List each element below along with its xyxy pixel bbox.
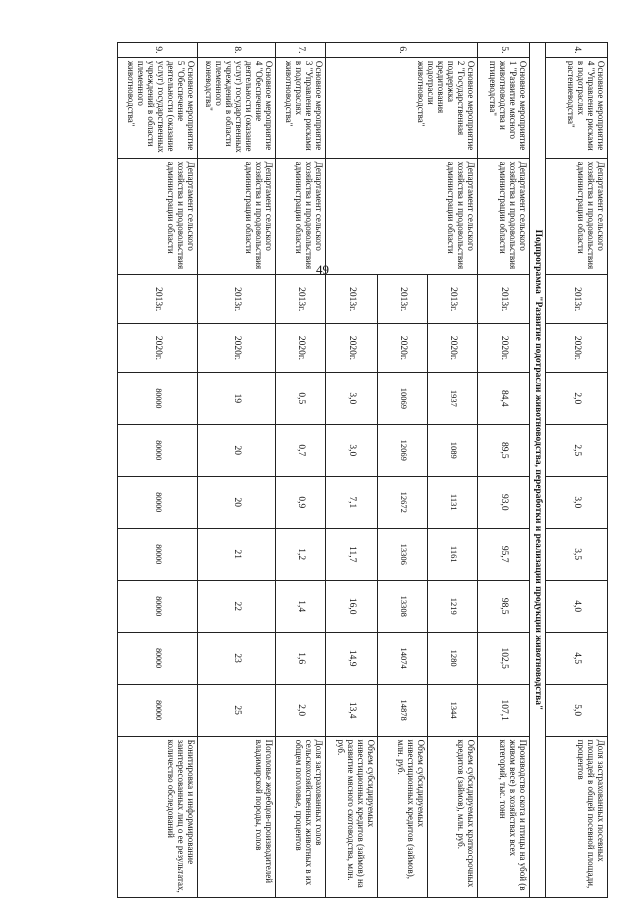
executor-cell: Департамент сельского хозяйства и продовольствия администрации области bbox=[478, 158, 530, 275]
value-cell: 14074 bbox=[378, 632, 428, 684]
indicator-cell: Доля застрахованных посевных площадей в общей посевной площади, процентов bbox=[546, 736, 608, 897]
value-cell: 21 bbox=[198, 528, 276, 580]
subprogram-title: Подпрограмма "Развитие подотрасли животноводства, переработки и реализации продукции животноводства" bbox=[530, 43, 546, 898]
value-cell: 107,1 bbox=[478, 684, 530, 736]
executor-cell: Департамент сельского хозяйства и продовольствия администрации области bbox=[118, 158, 198, 275]
table-row bbox=[118, 43, 198, 898]
value-cell: 1280 bbox=[428, 632, 478, 684]
measure-cell: Основное мероприятие 2 "Государственная поддержка кредитования подотрасли животноводства" bbox=[326, 57, 478, 158]
value-cell: 12672 bbox=[378, 476, 428, 528]
value-cell: 95,7 bbox=[478, 528, 530, 580]
value-cell: 0,9 bbox=[276, 476, 326, 528]
start-year: 2013г. bbox=[118, 275, 198, 324]
table-row bbox=[546, 43, 608, 898]
indicator-cell: Бонитировка и информирование заинтересованных лиц о ее результатах, количество обследований bbox=[118, 736, 198, 897]
start-year: 2013г. bbox=[546, 275, 608, 324]
indicator-cell: Объем субсидируемых инвестиционных кредитов (займов), млн. руб. bbox=[378, 736, 428, 897]
table-row bbox=[198, 43, 276, 898]
value-cell: 3,0 bbox=[546, 476, 608, 528]
end-year: 2020г. bbox=[326, 324, 378, 373]
row-number: 5. bbox=[478, 43, 530, 58]
value-cell: 0,7 bbox=[276, 424, 326, 476]
value-cell: 25 bbox=[198, 684, 276, 736]
value-cell: 3,0 bbox=[326, 372, 378, 424]
value-cell: 1161 bbox=[428, 528, 478, 580]
end-year: 2020г. bbox=[428, 324, 478, 373]
executor-cell: Департамент сельского хозяйства и продовольствия администрации области bbox=[546, 158, 608, 275]
value-cell: 19 bbox=[198, 372, 276, 424]
value-cell: 1,4 bbox=[276, 580, 326, 632]
measure-cell: Основное мероприятие 4 "Обеспечение деятельности (оказание услуг) государственных учреждений в области племенного коневодства" bbox=[198, 57, 276, 158]
value-cell: 14,9 bbox=[326, 632, 378, 684]
value-cell: 3,5 bbox=[546, 528, 608, 580]
executor-cell: Департамент сельского хозяйства и продовольствия администрации области bbox=[276, 158, 326, 275]
value-cell: 98,5 bbox=[478, 580, 530, 632]
value-cell: 80000 bbox=[118, 580, 198, 632]
value-cell: 10069 bbox=[378, 372, 428, 424]
row-number: 8. bbox=[198, 43, 276, 58]
measure-cell: Основное мероприятие 4 "Управление рисками в подотраслях растениеводства" bbox=[546, 57, 608, 158]
value-cell: 13,4 bbox=[326, 684, 378, 736]
executor-cell: Департамент сельского хозяйства и продовольствия администрации области bbox=[326, 158, 478, 275]
value-cell: 16,0 bbox=[326, 580, 378, 632]
rotated-table-wrapper bbox=[88, 42, 608, 898]
table-row bbox=[478, 43, 530, 898]
value-cell: 80000 bbox=[118, 424, 198, 476]
measure-cell: Основное мероприятие 1 "Развитие мясного животноводства и птицеводства" bbox=[478, 57, 530, 158]
value-cell: 20 bbox=[198, 424, 276, 476]
value-cell: 1344 bbox=[428, 684, 478, 736]
measures-table bbox=[117, 42, 608, 898]
value-cell: 3,0 bbox=[326, 424, 378, 476]
end-year: 2020г. bbox=[478, 324, 530, 373]
indicator-cell: Производство скота и птицы на убой (в живом весе) в хозяйствах всех категорий, тыс. тонн bbox=[478, 736, 530, 897]
indicator-cell: Объем субсидируемых инвестиционных кредитов (займов) на развитие мясного скотоводства, млн. руб. bbox=[326, 736, 378, 897]
value-cell: 14878 bbox=[378, 684, 428, 736]
value-cell: 5,0 bbox=[546, 684, 608, 736]
executor-cell: Департамент сельского хозяйства и продовольствия администрации области bbox=[198, 158, 276, 275]
value-cell: 80000 bbox=[118, 372, 198, 424]
value-cell: 12069 bbox=[378, 424, 428, 476]
start-year: 2013г. bbox=[378, 275, 428, 324]
value-cell: 2,5 bbox=[546, 424, 608, 476]
measure-cell: Основное мероприятие 3 "Управление рисками в подотраслях животноводства" bbox=[276, 57, 326, 158]
end-year: 2020г. bbox=[276, 324, 326, 373]
indicator-cell: Поголовье жеребцов-производителей владимирской породы, голов bbox=[198, 736, 276, 897]
value-cell: 84,4 bbox=[478, 372, 530, 424]
value-cell: 1,6 bbox=[276, 632, 326, 684]
start-year: 2013г. bbox=[428, 275, 478, 324]
value-cell: 80000 bbox=[118, 632, 198, 684]
indicator-cell: Объем субсидируемых краткосрочных кредитов (займов), млн. руб. bbox=[428, 736, 478, 897]
value-cell: 80000 bbox=[118, 684, 198, 736]
rotated-page bbox=[88, 42, 608, 898]
value-cell: 13306 bbox=[378, 528, 428, 580]
end-year: 2020г. bbox=[378, 324, 428, 373]
value-cell: 102,5 bbox=[478, 632, 530, 684]
measure-cell: Основное мероприятие 5 "Обеспечение деятельности (оказание услуг) государственных учреждений в области племенного животноводства" bbox=[118, 57, 198, 158]
value-cell: 4,5 bbox=[546, 632, 608, 684]
value-cell: 0,5 bbox=[276, 372, 326, 424]
start-year: 2013г. bbox=[326, 275, 378, 324]
row-number: 9. bbox=[118, 43, 198, 58]
page-number: 49 bbox=[316, 262, 329, 277]
value-cell: 1937 bbox=[428, 372, 478, 424]
value-cell: 80000 bbox=[118, 528, 198, 580]
end-year: 2020г. bbox=[546, 324, 608, 373]
table-row bbox=[428, 43, 478, 898]
start-year: 2013г. bbox=[198, 275, 276, 324]
indicator-cell: Доля застрахованных голов сельскохозяйственных животных в их общем поголовье, процентов bbox=[276, 736, 326, 897]
value-cell: 7,1 bbox=[326, 476, 378, 528]
value-cell: 11,7 bbox=[326, 528, 378, 580]
value-cell: 1089 bbox=[428, 424, 478, 476]
value-cell: 1219 bbox=[428, 580, 478, 632]
value-cell: 22 bbox=[198, 580, 276, 632]
value-cell: 13308 bbox=[378, 580, 428, 632]
value-cell: 1131 bbox=[428, 476, 478, 528]
subprogram-row bbox=[530, 43, 546, 898]
start-year: 2013г. bbox=[276, 275, 326, 324]
value-cell: 1,2 bbox=[276, 528, 326, 580]
value-cell: 2,0 bbox=[546, 372, 608, 424]
value-cell: 93,0 bbox=[478, 476, 530, 528]
value-cell: 20 bbox=[198, 476, 276, 528]
value-cell: 80000 bbox=[118, 476, 198, 528]
value-cell: 4,0 bbox=[546, 580, 608, 632]
start-year: 2013г. bbox=[478, 275, 530, 324]
value-cell: 23 bbox=[198, 632, 276, 684]
end-year: 2020г. bbox=[198, 324, 276, 373]
value-cell: 89,5 bbox=[478, 424, 530, 476]
value-cell: 2,0 bbox=[276, 684, 326, 736]
end-year: 2020г. bbox=[118, 324, 198, 373]
row-number: 6. bbox=[326, 43, 478, 58]
table-row bbox=[276, 43, 326, 898]
row-number: 7. bbox=[276, 43, 326, 58]
row-number: 4. bbox=[546, 43, 608, 58]
